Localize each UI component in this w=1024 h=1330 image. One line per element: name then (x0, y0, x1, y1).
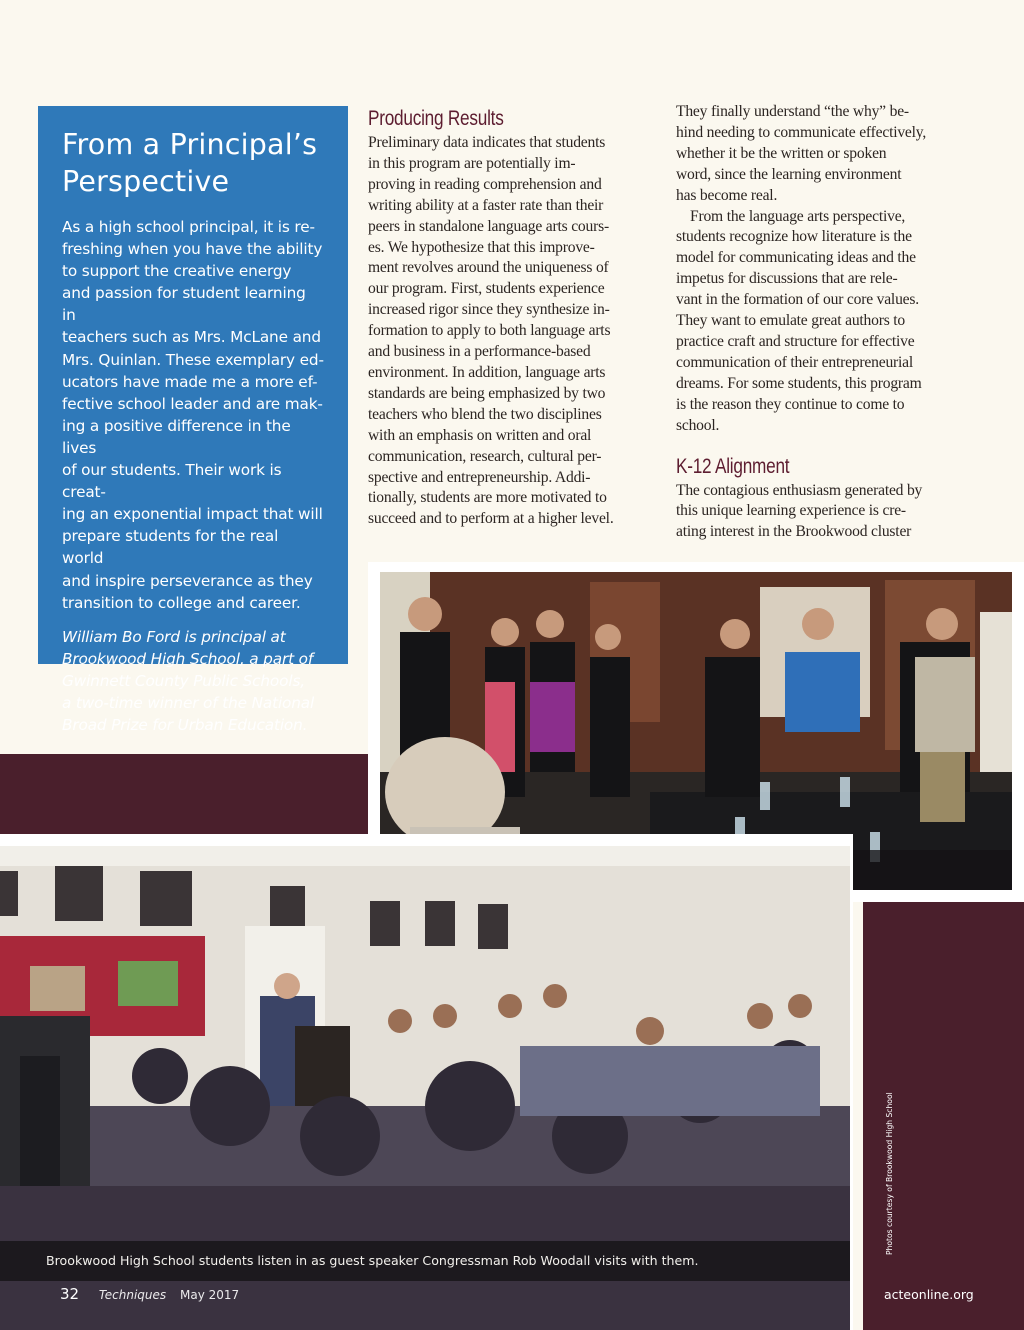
text-line: peers in standalone language arts cours- (368, 217, 609, 235)
text-line: writing ability at a faster rate than their (368, 196, 604, 214)
article-column-2 (676, 102, 968, 543)
text-line: word, since the learning environment (676, 165, 902, 183)
text-line: whether it be the written or spoken (676, 144, 887, 162)
text-line: As a high school principal, it is re- (62, 218, 315, 236)
photo-credit: Photos courtesy of Brookwood High School (885, 1092, 894, 1255)
text-line: freshing when you have the ability (62, 240, 323, 259)
footer-left (60, 1284, 239, 1305)
text-line: is the reason they continue to come to (676, 395, 905, 413)
section-heading-k12-alignment: K-12 Alignment (676, 454, 790, 478)
text-line: teachers who blend the two disciplines (368, 405, 602, 423)
article-column-1 (368, 106, 654, 530)
text-line: a two-time winner of the National (62, 693, 315, 712)
paragraph (676, 207, 968, 437)
section-heading-producing-results: Producing Results (368, 107, 504, 130)
text-line: William Bo Ford is principal at (62, 627, 286, 646)
text-line: impetus for discussions that are rele- (676, 270, 898, 288)
text-line: increased rigor since they synthesize in- (368, 301, 610, 319)
sidebar-title-line: From a Principal’s (62, 128, 318, 161)
text-line: Preliminary data indicates that students (368, 134, 606, 151)
maroon-band-left (0, 754, 378, 834)
text-line: communication of their entrepreneurial (676, 353, 914, 371)
paragraph (368, 133, 654, 530)
text-line: proving in reading comprehension and (368, 175, 602, 193)
text-line: to support the creative energy (62, 262, 292, 281)
sidebar-author-credit (62, 626, 324, 736)
text-line: practice craft and structure for effective (676, 332, 915, 350)
photo-congressman-visit (0, 846, 850, 1330)
text-line: Brookwood High School, a part of (62, 649, 314, 668)
text-line: has become real. (676, 186, 778, 204)
text-line: Broad Prize for Urban Education. (62, 716, 308, 735)
text-line: es. We hypothesize that this improve- (368, 238, 595, 256)
text-line: fective school leader and are mak- (62, 394, 323, 413)
text-line: vant in the formation of our core values. (676, 291, 919, 309)
text-line: ing a positive difference in the lives (62, 416, 291, 457)
text-line: From the language arts perspective, (690, 207, 906, 225)
text-line: model for communicating ideas and the (676, 249, 916, 267)
text-line: communication, research, cultural per- (368, 447, 602, 465)
text-line: prepare students for the real world (62, 527, 279, 568)
text-line: our program. First, students experience (368, 280, 605, 298)
sidebar-title (62, 126, 324, 200)
text-line: and passion for student learning in (62, 284, 306, 325)
principal-perspective-sidebar (38, 106, 348, 735)
text-line: with an emphasis on written and oral (368, 426, 592, 444)
text-line: succeed and to perform at a higher level. (368, 510, 614, 528)
text-line: in this program are potentially im- (368, 154, 576, 172)
paragraph (676, 481, 968, 544)
text-line: hind needing to communicate effectively, (676, 123, 927, 141)
text-line: school. (676, 416, 720, 434)
text-line: ment revolves around the uniqueness of (368, 259, 609, 277)
paragraph (676, 102, 968, 207)
text-line: ucators have made me a more ef- (62, 372, 318, 391)
photo-caption-congressman: Brookwood High School students listen in as guest speaker Congressman Rob Woodall visits with them. (0, 1241, 850, 1281)
text-line: formation to apply to both language arts (368, 322, 611, 340)
text-line: ating interest in the Brookwood cluster (676, 523, 912, 541)
issue-date: May 2017 (179, 1288, 240, 1302)
text-line: and inspire perseverance as they (62, 571, 313, 590)
text-line: students recognize how literature is the (676, 228, 912, 246)
sidebar-body (62, 216, 324, 614)
text-line: and business in a performance-based (368, 343, 591, 361)
text-line: environment. In addition, language arts (368, 363, 606, 381)
sidebar-title-line: Perspective (62, 165, 230, 198)
text-line: Gwinnett County Public Schools, (62, 671, 305, 690)
text-line: ing an exponential impact that will (62, 505, 323, 524)
text-line: dreams. For some students, this program (676, 374, 922, 392)
text-line: They finally understand “the why” be- (676, 103, 909, 120)
text-line: standards are being emphasized by two (368, 384, 606, 402)
text-line: this unique learning experience is cre- (676, 502, 906, 520)
text-line: of our students. Their work is creat- (62, 461, 282, 502)
text-line: The contagious enthusiasm generated by (676, 481, 923, 499)
text-line: spective and entrepreneurship. Addi- (368, 468, 591, 486)
text-line: transition to college and career. (62, 593, 301, 612)
text-line: They want to emulate great authors to (676, 312, 906, 330)
magazine-name: Techniques (98, 1288, 167, 1302)
page-number: 32 (60, 1285, 80, 1303)
footer-website: acteonline.org (884, 1287, 974, 1302)
text-line: Mrs. Quinlan. These exemplary ed- (62, 350, 324, 369)
text-line: tionally, students are more motivated to (368, 489, 607, 507)
text-line: teachers such as Mrs. McLane and (62, 328, 321, 347)
